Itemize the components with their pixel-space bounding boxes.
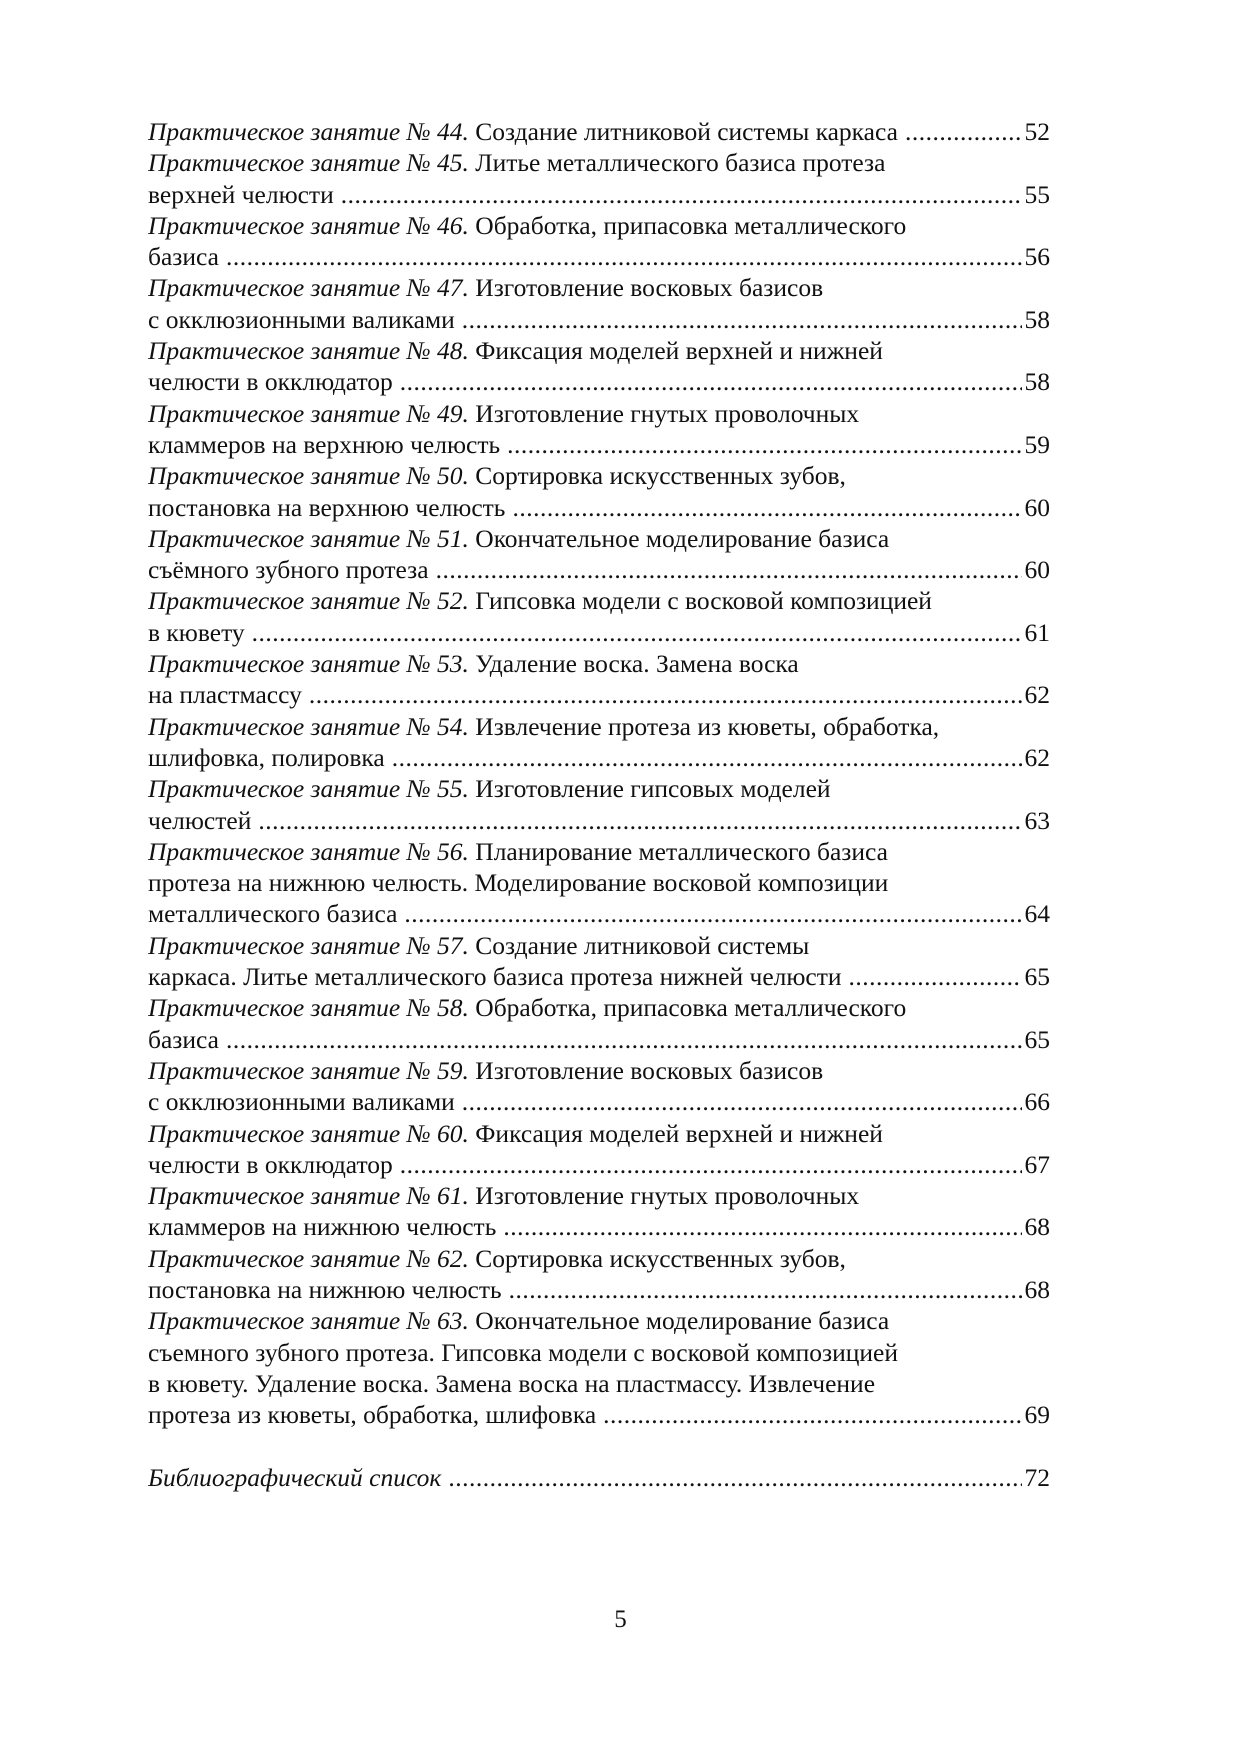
toc-entry-label: Практическое занятие № 54. (148, 711, 469, 741)
toc-entry[interactable] (148, 711, 1050, 774)
toc-line (148, 648, 1050, 679)
dot-leader (226, 241, 1022, 272)
toc-entry[interactable] (148, 836, 1050, 930)
toc-line-text (148, 1399, 596, 1430)
toc-page-number: 60 (1024, 492, 1050, 522)
toc-entry-title: Изготовление восковых базисов (475, 1055, 824, 1085)
toc-line (148, 585, 1050, 616)
toc-entry-title: кламмеров на верхнюю челюсть (148, 429, 501, 459)
toc-entry-title: постановка на нижнюю челюсть (148, 1274, 502, 1304)
dot-leader (503, 1211, 1021, 1242)
toc-page-number: 68 (1024, 1274, 1050, 1304)
toc-page-number: 65 (1024, 962, 1050, 992)
toc-entry-title: Обработка, припасовка металлического (475, 993, 907, 1023)
dot-leader (252, 617, 1022, 648)
toc-entry-title: металлического базиса (148, 899, 398, 929)
toc-line-text (148, 837, 888, 866)
toc-line (148, 742, 1050, 773)
toc-line-text (148, 1369, 875, 1398)
toc-line (148, 930, 1050, 961)
dot-leader (341, 179, 1022, 210)
dot-leader (400, 1149, 1022, 1180)
toc-line-text (148, 1274, 502, 1305)
toc-line (148, 116, 1050, 147)
dot-leader (462, 1086, 1022, 1117)
toc-entry-label: Практическое занятие № 55. (148, 774, 469, 804)
toc-entry-title: Извлечение протеза из кюветы, обработка, (475, 711, 940, 741)
toc-line (148, 961, 1050, 992)
toc-line (148, 460, 1050, 491)
toc-line-text (148, 524, 889, 553)
toc-line (148, 1055, 1050, 1086)
toc-page-number: 59 (1024, 429, 1050, 459)
toc-page-number: 64 (1024, 899, 1050, 929)
toc-entry-label: Практическое занятие № 51. (148, 523, 469, 553)
toc-line (148, 1368, 1050, 1399)
toc-entry-label: Практическое занятие № 46. (148, 210, 469, 240)
toc-entry-title: Создание литниковой системы каркаса (475, 117, 898, 146)
toc-entry-title: с окклюзионными валиками (148, 1087, 455, 1117)
toc-line-text (148, 1244, 846, 1273)
toc-line-text (148, 742, 385, 773)
toc-line-text (148, 336, 883, 365)
toc-entry-title: в кювету. Удаление воска. Замена воска на пластмассу. Извлечение (148, 1368, 876, 1398)
toc-entry[interactable] (148, 1180, 1050, 1243)
toc-entry-label: Практическое занятие № 48. (148, 336, 469, 366)
toc-entry[interactable] (148, 992, 1050, 1055)
toc-entry-label: Практическое занятие № 50. (148, 461, 469, 491)
dot-leader (309, 679, 1022, 710)
toc-entry-title: Удаление воска. Замена воска (475, 649, 799, 679)
toc-line (148, 836, 1050, 867)
toc-line (148, 1180, 1050, 1211)
toc-line-text (148, 712, 939, 741)
toc-entry[interactable] (148, 147, 1050, 210)
toc-line (148, 805, 1050, 836)
toc-line (148, 429, 1050, 460)
dot-leader (462, 304, 1022, 335)
toc-line (148, 492, 1050, 523)
toc-line (148, 1211, 1050, 1242)
toc-entry-title: на пластмассу (148, 680, 302, 710)
toc-line (148, 179, 1050, 210)
toc-line-text (148, 304, 455, 335)
toc-page-number: 56 (1024, 242, 1050, 272)
toc-line-text (148, 774, 831, 803)
toc-line (148, 1399, 1050, 1430)
toc-page-number: 69 (1024, 1400, 1050, 1430)
toc-entry-label: Практическое занятие № 59. (148, 1055, 469, 1085)
toc-entry-title: кламмеров на нижнюю челюсть (148, 1212, 497, 1242)
toc-entry[interactable] (148, 460, 1050, 523)
toc-entry-title: Окончательное моделирование базиса (475, 1306, 890, 1336)
toc-line (148, 335, 1050, 366)
toc-entry-title: Планирование металлического базиса (475, 836, 888, 866)
toc-entry-label: Практическое занятие № 49. (148, 398, 469, 428)
toc-line-text (148, 1211, 496, 1242)
toc-entry-title: Окончательное моделирование базиса (475, 523, 890, 553)
dot-leader (448, 1462, 1021, 1493)
toc-line (148, 1118, 1050, 1149)
toc-line (148, 773, 1050, 804)
toc-line (148, 1305, 1050, 1336)
dot-leader (404, 898, 1021, 929)
toc-page-number: 62 (1024, 680, 1050, 710)
toc-entry-title: съемного зубного протеза. Гипсовка модели с восковой композицией (148, 1337, 898, 1367)
toc-entry-title: Изготовление гипсовых моделей (475, 774, 831, 804)
toc-entry-title: Сортировка искусственных зубов, (475, 1243, 846, 1273)
toc-line (148, 272, 1050, 303)
toc-entry-label: Практическое занятие № 61. (148, 1181, 469, 1211)
toc-entry-title: Фиксация моделей верхней и нижней (475, 336, 883, 366)
toc-entry-title: протеза из кюветы, обработка, шлифовка (148, 1400, 597, 1430)
dot-leader (512, 492, 1021, 523)
toc-entry-label: Практическое занятие № 62. (148, 1243, 469, 1273)
toc-page-number: 60 (1024, 555, 1050, 585)
toc-line-text (148, 1181, 859, 1210)
toc-entry-title: шлифовка, полировка (148, 742, 385, 772)
toc-entry-title: протеза на нижнюю челюсть. Моделирование восковой композиции (148, 868, 889, 898)
toc-line (148, 867, 1050, 898)
toc-page-number: 67 (1024, 1149, 1050, 1179)
toc-line-text (148, 273, 823, 302)
toc-line (148, 617, 1050, 648)
toc-line-text (148, 241, 219, 272)
toc-line (148, 1243, 1050, 1274)
toc-line-text (148, 148, 885, 177)
toc-line-text (148, 116, 898, 147)
toc-line-text (148, 961, 842, 992)
toc-line-text (148, 366, 393, 397)
toc-entry-title: Литье металлического базиса протеза (475, 148, 886, 178)
toc-entry-title: съёмного зубного протеза (148, 555, 429, 585)
toc-entry-title: Изготовление гнутых проволочных (475, 398, 860, 428)
toc-line (148, 898, 1050, 929)
toc-entry-label: Практическое занятие № 45. (148, 148, 469, 178)
toc-line (148, 1274, 1050, 1305)
toc-entry-title: Гипсовка модели с восковой композицией (475, 586, 932, 616)
toc-page-number: 62 (1024, 742, 1050, 772)
toc-line-text (148, 554, 429, 585)
toc-entry-title: Фиксация моделей верхней и нижней (475, 1118, 883, 1148)
toc-line (148, 241, 1050, 272)
toc-line (148, 679, 1050, 710)
toc-line (148, 1024, 1050, 1055)
toc-entry-label: Практическое занятие № 56. (148, 836, 469, 866)
toc-entry[interactable] (148, 1055, 1050, 1118)
dot-leader (849, 961, 1022, 992)
toc-entry-title: с окклюзионными валиками (148, 304, 455, 334)
toc-entry-title: Создание литниковой системы (475, 930, 810, 960)
toc-line (148, 554, 1050, 585)
toc-line (148, 398, 1050, 429)
toc-entry-title: Обработка, припасовка металлического (475, 210, 907, 240)
toc-line (148, 366, 1050, 397)
toc-entry-bibliography[interactable] (148, 1462, 1050, 1493)
toc-line (148, 210, 1050, 241)
toc-entry-title: базиса (148, 242, 219, 272)
toc-line-text (148, 1086, 455, 1117)
toc-line-text (148, 898, 397, 929)
toc-line (148, 1462, 1050, 1493)
toc-page-number: 58 (1024, 304, 1050, 334)
toc-entry[interactable] (148, 648, 1050, 711)
toc-entry-label: Практическое занятие № 60. (148, 1118, 469, 1148)
dot-leader (509, 1274, 1022, 1305)
page-number: 5 (614, 1606, 627, 1633)
toc-line-text (148, 1149, 393, 1180)
toc-line-text (148, 461, 846, 490)
toc-entry-title: верхней челюсти (148, 179, 334, 209)
toc-entry-title: в кювету (148, 617, 245, 647)
toc-line-text (148, 649, 799, 678)
toc-line-text (148, 1024, 219, 1055)
dot-leader (507, 429, 1021, 460)
toc-line (148, 1337, 1050, 1368)
dot-leader (436, 554, 1022, 585)
toc-entry[interactable] (148, 523, 1050, 586)
toc-line-text (148, 868, 888, 897)
toc-line (148, 1149, 1050, 1180)
toc-line-text (148, 429, 500, 460)
toc-entry[interactable] (148, 1118, 1050, 1181)
toc-entry-title: базиса (148, 1024, 219, 1054)
toc-line-text (148, 805, 251, 836)
toc-page-number: 66 (1024, 1087, 1050, 1117)
toc-line-text (148, 399, 859, 428)
toc-line-text (148, 492, 505, 523)
toc-page-number: 61 (1024, 617, 1050, 647)
toc-line (148, 304, 1050, 335)
toc-line-text (148, 586, 932, 615)
toc-entries (148, 116, 1050, 1430)
table-of-contents (148, 116, 1050, 1493)
toc-entry-label: Библиографический список (148, 1462, 442, 1492)
toc-entry-title: челюсти в окклюдатор (148, 1149, 393, 1179)
dot-leader (603, 1399, 1021, 1430)
dot-leader (905, 116, 1022, 147)
toc-entry-title: Изготовление гнутых проволочных (475, 1181, 860, 1211)
toc-line-text (148, 679, 302, 710)
toc-entry-label: Практическое занятие № 63. (148, 1306, 469, 1336)
toc-entry-title: Изготовление восковых базисов (475, 273, 824, 303)
toc-entry[interactable] (148, 773, 1050, 836)
dot-leader (400, 366, 1022, 397)
toc-entry[interactable] (148, 585, 1050, 648)
toc-line (148, 992, 1050, 1023)
toc-entry-title: челюстей (148, 805, 252, 835)
toc-page-number: 65 (1024, 1024, 1050, 1054)
toc-entry-label: Практическое занятие № 53. (148, 649, 469, 679)
toc-entry-title: постановка на верхнюю челюсть (148, 492, 506, 522)
dot-leader (392, 742, 1022, 773)
toc-page-number: 63 (1024, 805, 1050, 835)
toc-line-text (148, 211, 906, 240)
toc-page-number: 52 (1024, 117, 1050, 146)
toc-page-number: 72 (1024, 1462, 1050, 1492)
toc-entry-label: Практическое занятие № 58. (148, 993, 469, 1023)
toc-page-number: 55 (1024, 179, 1050, 209)
toc-line-text (148, 1338, 898, 1367)
toc-entry[interactable] (148, 210, 1050, 273)
dot-leader (226, 1024, 1022, 1055)
toc-line-text (148, 179, 334, 210)
toc-entry[interactable] (148, 1243, 1050, 1306)
toc-entry-label: Практическое занятие № 47. (148, 273, 469, 303)
toc-line-text (148, 931, 809, 960)
toc-page-number: 58 (1024, 367, 1050, 397)
toc-entry-label: Практическое занятие № 44. (148, 117, 469, 146)
toc-line-text (148, 993, 906, 1022)
toc-line (148, 523, 1050, 554)
toc-line-text (148, 1306, 889, 1335)
toc-entry[interactable] (148, 398, 1050, 461)
toc-entry[interactable] (148, 272, 1050, 335)
toc-entry-title: каркаса. Литье металлического базиса протеза нижней челюсти (148, 962, 842, 992)
toc-entry[interactable] (148, 335, 1050, 398)
toc-entry-label: Практическое занятие № 52. (148, 586, 469, 616)
dot-leader (258, 805, 1021, 836)
toc-entry-label: Практическое занятие № 57. (148, 930, 469, 960)
toc-line (148, 1086, 1050, 1117)
toc-entry[interactable] (148, 1305, 1050, 1430)
toc-entry-title: Сортировка искусственных зубов, (475, 461, 846, 491)
toc-line (148, 711, 1050, 742)
toc-line (148, 147, 1050, 178)
toc-line-text (148, 617, 245, 648)
toc-page-number: 68 (1024, 1212, 1050, 1242)
toc-entry[interactable] (148, 116, 1050, 147)
toc-line-text (148, 1056, 823, 1085)
toc-entry[interactable] (148, 930, 1050, 993)
toc-line-text (148, 1119, 883, 1148)
toc-entry-title: челюсти в окклюдатор (148, 367, 393, 397)
